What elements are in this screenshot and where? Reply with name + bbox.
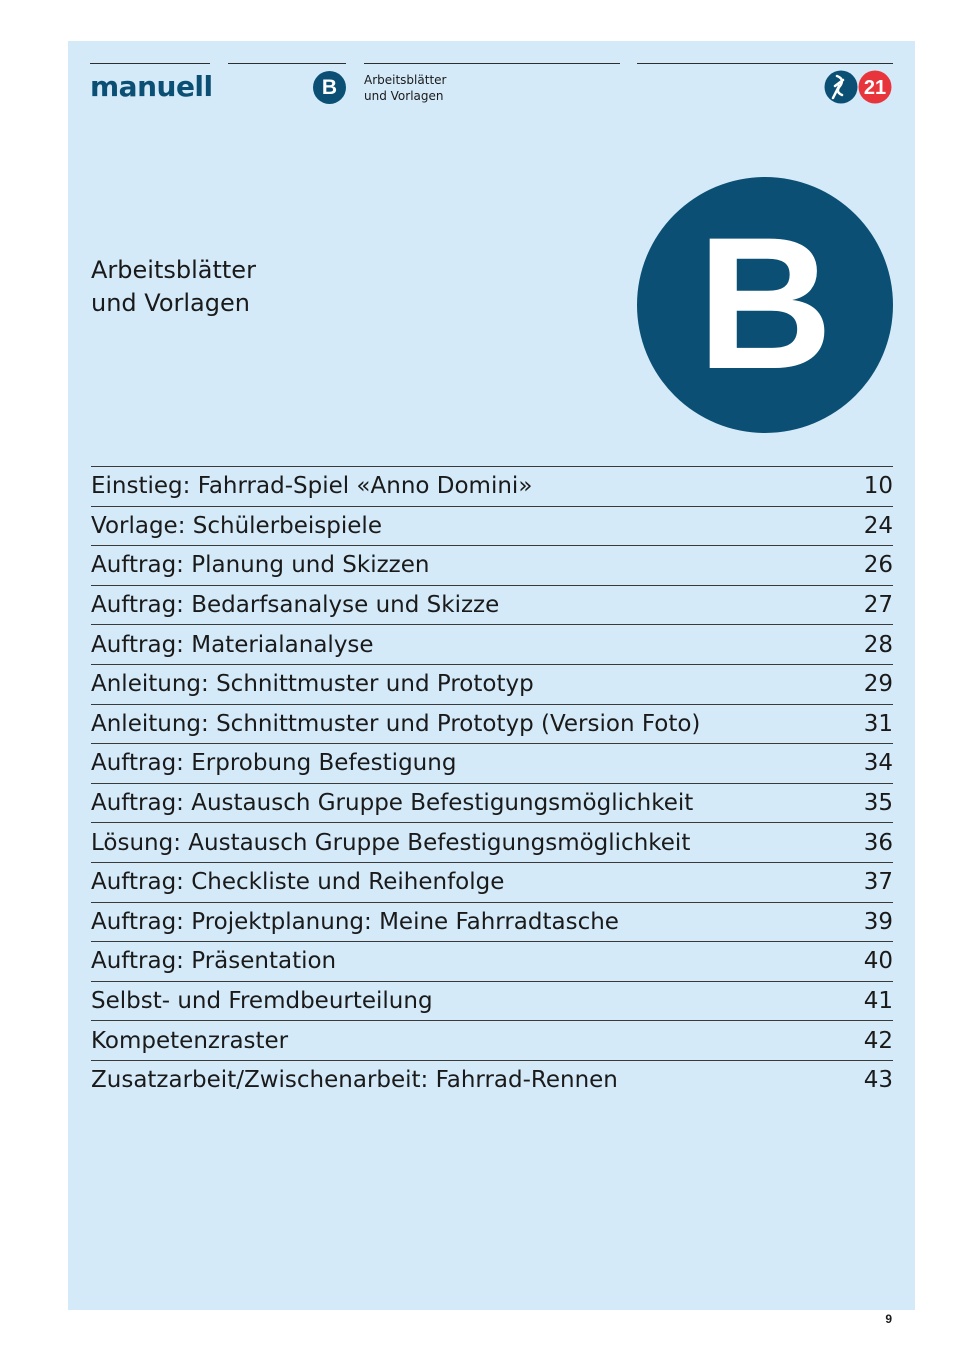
toc-row — [91, 1060, 893, 1100]
section-badge — [313, 71, 346, 104]
toc-entry-title: Vorlage: Schülerbeispiele — [91, 512, 382, 539]
header-rule-4 — [637, 63, 893, 64]
toc-entry-title: Auftrag: Erprobung Befestigung — [91, 750, 457, 777]
section-badge-letter: B — [321, 75, 338, 99]
toc-entry-title: Anleitung: Schnittmuster und Prototyp (Version Foto) — [91, 710, 701, 737]
toc-entry-title: Einstieg: Fahrrad-Spiel «Anno Domini» — [91, 473, 533, 500]
toc-entry-page: 40 — [863, 948, 893, 975]
toc-row — [91, 981, 893, 1021]
toc-row — [91, 545, 893, 585]
toc-entry-page: 41 — [863, 988, 893, 1015]
header-rule-2 — [228, 63, 346, 64]
brand-logo: manuell — [90, 70, 213, 103]
toc-entry-title: Anleitung: Schnittmuster und Prototyp — [91, 671, 534, 698]
toc-entry-page: 35 — [863, 790, 893, 817]
chapter-badge-letter: B — [697, 198, 833, 408]
toc-row — [91, 822, 893, 862]
toc-row — [91, 466, 893, 506]
toc-entry-page: 26 — [863, 552, 893, 579]
toc-row — [91, 783, 893, 823]
toc-entry-title: Auftrag: Präsentation — [91, 948, 337, 975]
toc-entry-page: 39 — [863, 908, 893, 935]
toc-entry-page: 27 — [863, 592, 893, 619]
header-section-title-line2: und Vorlagen — [364, 89, 444, 103]
chapter-badge — [637, 177, 893, 433]
toc-entry-page: 42 — [863, 1027, 893, 1054]
toc-entry-page: 29 — [863, 671, 893, 698]
page-number: 9 — [885, 1312, 892, 1326]
toc-entry-title: Selbst- und Fremdbeurteilung — [91, 988, 433, 1015]
toc-entry-title: Auftrag: Bedarfsanalyse und Skizze — [91, 592, 500, 619]
header-section-title — [364, 72, 446, 104]
toc-row — [91, 585, 893, 625]
header-rule-1 — [90, 63, 210, 64]
toc-entry-title: Auftrag: Planung und Skizzen — [91, 552, 430, 579]
toc-row — [91, 1020, 893, 1060]
toc-entry-page: 31 — [863, 710, 893, 737]
toc-entry-page: 10 — [863, 473, 893, 500]
toc-entry-title: Auftrag: Austausch Gruppe Befestigungsmöglichkeit — [91, 790, 694, 817]
toc-row — [91, 704, 893, 744]
toc-entry-page: 43 — [863, 1067, 893, 1094]
toc-row — [91, 941, 893, 981]
chapter-title-line1: Arbeitsblätter — [91, 256, 256, 284]
header-rule-3 — [364, 63, 620, 64]
toc-row — [91, 664, 893, 704]
toc-row — [91, 862, 893, 902]
table-of-contents — [91, 466, 893, 1100]
toc-entry-page: 34 — [863, 750, 893, 777]
lehrplan21-logo-icon — [823, 70, 893, 104]
header-section-title-line1: Arbeitsblätter — [364, 73, 447, 87]
toc-row — [91, 902, 893, 942]
toc-entry-page: 36 — [863, 829, 893, 856]
toc-entry-title: Auftrag: Projektplanung: Meine Fahrradtasche — [91, 908, 619, 935]
toc-entry-title: Kompetenzraster — [91, 1027, 289, 1054]
toc-entry-page: 37 — [863, 869, 893, 896]
toc-entry-title: Lösung: Austausch Gruppe Befestigungsmöglichkeit — [91, 829, 691, 856]
logo-number: 21 — [863, 77, 887, 99]
toc-entry-title: Auftrag: Materialanalyse — [91, 631, 374, 658]
toc-row — [91, 743, 893, 783]
toc-row — [91, 624, 893, 664]
toc-entry-title: Auftrag: Checkliste und Reihenfolge — [91, 869, 505, 896]
chapter-title — [91, 254, 256, 320]
toc-row — [91, 506, 893, 546]
toc-entry-title: Zusatzarbeit/Zwischenarbeit: Fahrrad-Rennen — [91, 1067, 618, 1094]
toc-entry-page: 24 — [863, 512, 893, 539]
chapter-title-line2: und Vorlagen — [91, 289, 250, 317]
toc-entry-page: 28 — [863, 631, 893, 658]
